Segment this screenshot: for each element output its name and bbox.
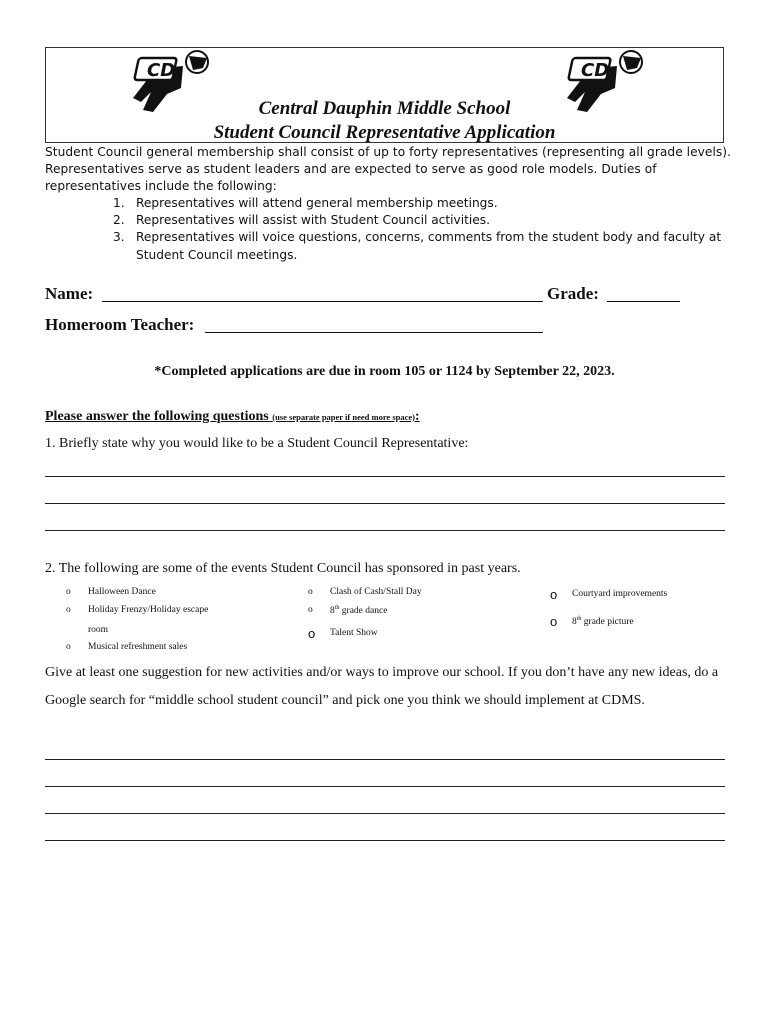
bullet-icon: o [308, 587, 313, 597]
event-label: Holiday Frenzy/Holiday escape [88, 605, 209, 615]
name-field[interactable] [102, 301, 543, 302]
answer-line-q1-3[interactable] [45, 530, 725, 531]
duty-item [113, 212, 733, 229]
event-item [550, 589, 667, 600]
event-label: 8th grade picture [572, 616, 634, 628]
questions-header-note: (use separate paper if need more space) [272, 412, 415, 422]
duty-number: 2. [113, 213, 125, 228]
bullet-icon: o [308, 626, 316, 641]
bullet-icon: o [66, 642, 71, 652]
duty-item [113, 195, 733, 212]
question-1: 1. Briefly state why you would like to be a Student Council Representative: [45, 436, 469, 451]
school-name: Central Dauphin Middle School [258, 98, 511, 119]
event-label: room [88, 625, 109, 635]
answer-line-q1-2[interactable] [45, 503, 725, 504]
event-item-continued [88, 625, 108, 635]
suggestion-prompt: Give at least one suggestion for new activities and/or ways to improve our school. If you don’t have any new ideas, do a Google search for “middle school student council” and pick one you think we should implement at CDMS. [45, 665, 719, 708]
event-label: 8th grade dance [330, 605, 388, 617]
duty-number: 3. [113, 230, 125, 245]
grade-label: Grade: [547, 284, 599, 303]
answer-line-q2-1[interactable] [45, 759, 725, 760]
name-label: Name: [45, 284, 94, 303]
questions-header [45, 409, 420, 425]
bullet-icon: o [550, 587, 558, 602]
answer-line-q2-2[interactable] [45, 786, 725, 787]
bullet-icon: o [308, 605, 313, 615]
logo-text: CD [147, 60, 176, 81]
bullet-icon: o [66, 587, 71, 597]
intro-paragraph: Student Council general membership shall consist of up to forty representatives (representing all grade levels). Representatives serve as student leaders and are expected to serve as good role models. Duties of representatives include the following: [45, 145, 732, 194]
event-label: Talent Show [330, 628, 378, 638]
duties-list [113, 195, 733, 264]
answer-line-q2-4[interactable] [45, 840, 725, 841]
duty-text: Representatives will assist with Student Council activities. [136, 213, 491, 228]
duty-item [113, 229, 733, 263]
answer-line-q1-1[interactable] [45, 476, 725, 477]
event-item [550, 616, 634, 627]
homeroom-field[interactable] [205, 332, 543, 333]
event-label: Musical refreshment sales [88, 642, 188, 652]
questions-header-colon: : [415, 409, 420, 424]
logo-text: CD [581, 60, 610, 81]
event-item [308, 587, 422, 597]
question-2: 2. The following are some of the events Student Council has sponsored in past years. [45, 561, 521, 576]
event-label: Halloween Dance [88, 587, 156, 597]
duty-text: Representatives will voice questions, concerns, comments from the student body and faculty at Student Council meetings. [136, 230, 722, 262]
homeroom-label: Homeroom Teacher: [45, 315, 195, 334]
event-item [308, 605, 387, 616]
bullet-icon: o [66, 605, 71, 615]
grade-field[interactable] [607, 301, 680, 302]
event-item [66, 642, 187, 652]
answer-line-q2-3[interactable] [45, 813, 725, 814]
bullet-icon: o [550, 614, 558, 629]
event-item [66, 605, 208, 615]
event-label: Clash of Cash/Stall Day [330, 587, 422, 597]
due-date-notice: *Completed applications are due in room 105 or 1124 by September 22, 2023. [154, 364, 615, 379]
form-title: Student Council Representative Application [213, 122, 556, 143]
questions-header-main: Please answer the following questions [45, 409, 269, 424]
event-item [308, 628, 378, 639]
event-label: Courtyard improvements [572, 589, 668, 599]
event-item [66, 587, 156, 597]
duty-number: 1. [113, 196, 125, 210]
duty-text: Representatives will attend general membership meetings. [136, 196, 498, 210]
